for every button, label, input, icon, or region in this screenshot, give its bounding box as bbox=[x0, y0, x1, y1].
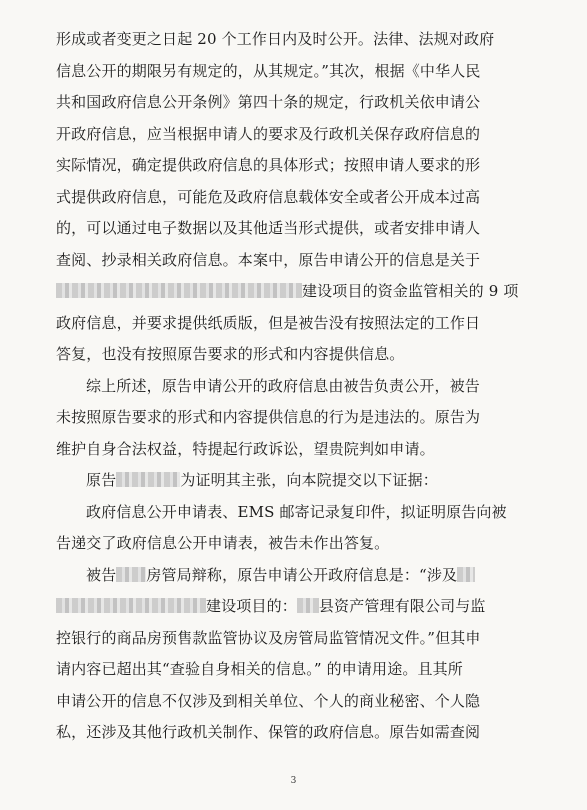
document-body bbox=[56, 24, 526, 749]
text-line: 实际情况，确定提供政府信息的具体形式；按照申请人要求的形 bbox=[56, 156, 481, 174]
redaction-block bbox=[116, 567, 146, 582]
text-line: 控银行的商品房预售款监管协议及房管局监管情况文件。”但其申 bbox=[56, 628, 481, 647]
text-line: 建设项目的： 县资产管理有限公司与监 bbox=[56, 591, 526, 623]
text-line: 式提供政府信息，可能危及政府信息载体安全或者公开成本过高 bbox=[56, 187, 481, 206]
paragraph-start-line: 政府信息公开申请表、EMS 邮寄记录复印件，拟证明原告向被 bbox=[86, 502, 507, 521]
redaction-block bbox=[457, 567, 475, 582]
text-line: 形成或者变更之日起 20 个工作日内及时公开。法律、法规对政府 bbox=[56, 30, 495, 48]
paragraph-start-line: 原告 为证明其主张，向本院提交以下证据： bbox=[86, 471, 438, 489]
text-line: 未按照原告要求的形式和内容提供信息的行为是违法的。原告为 bbox=[56, 408, 481, 426]
paragraph-start-line: 被告 房管局辩称，原告申请公开政府信息是：“涉及 bbox=[56, 560, 526, 592]
text-line: 请内容已超出其“查验自身相关的信息。” 的申请用途。且其所 bbox=[56, 660, 463, 678]
text-line: 政府信息，并要求提供纸质版，但是被告没有按照法定的工作日 bbox=[56, 313, 481, 332]
redaction-block bbox=[116, 472, 180, 487]
paragraph-start-line: 综上所述，原告申请公开的政府信息由被告负责公开，被告 bbox=[86, 376, 480, 395]
text-line: 维护自身合法权益，特提起行政诉讼，望贵院判如申请。 bbox=[56, 439, 435, 458]
redaction-block bbox=[297, 598, 319, 613]
text-line: 私，还涉及其他行政机关制作、保管的政府信息。原告如需查阅 bbox=[56, 723, 481, 741]
text-line: 告递交了政府信息公开申请表，被告未作出答复。 bbox=[56, 534, 390, 552]
text-line: 申请公开的信息不仅涉及到相关单位、个人的商业秘密、个人隐 bbox=[56, 691, 481, 710]
page-number: 3 bbox=[290, 776, 297, 786]
text-line: 开政府信息，应当根据申请人的要求及行政机关保存政府信息的 bbox=[56, 124, 481, 143]
redaction-block bbox=[56, 283, 302, 298]
text-line: 信息公开的期限另有规定的，从其规定。”其次，根据《中华人民 bbox=[56, 61, 481, 80]
text-line: 查阅、抄录相关政府信息。本案中，原告申请公开的信息是关于 bbox=[56, 250, 481, 269]
text-line: 的，可以通过电子数据以及其他适当形式提供，或者安排申请人 bbox=[56, 219, 481, 237]
text-line: 共和国政府信息公开条例》第四十条的规定，行政机关依申请公 bbox=[56, 93, 481, 111]
text-line: 答复，也没有按照原告要求的形式和内容提供信息。 bbox=[56, 345, 405, 363]
text-line: 建设项目的资金监管相关的 9 项 bbox=[56, 276, 526, 308]
redaction-block bbox=[56, 598, 206, 613]
